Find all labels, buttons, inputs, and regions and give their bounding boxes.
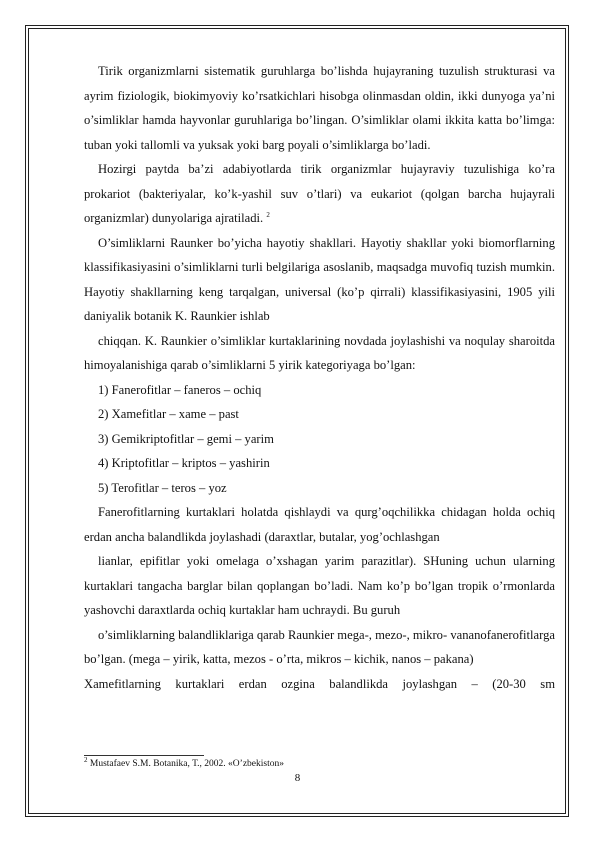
paragraph-4: chiqqan. K. Raunkier o’simliklar kurtaklarining novdada joylashishi va noqulay sharoitda himoyalanishiga qarab o’simliklarni 5 yirik kategoriyaga bo’lgan: — [84, 333, 555, 372]
footnote-ref[interactable]: 2 — [266, 210, 270, 219]
paragraph-5: Fanerofitlarning kurtaklari holatda qishlaydi va qurg’oqchilikka chidagan holda ochiq erdan ancha balandlikda joylashadi (daraxtlar, butalar, yog’ochlashgan — [84, 505, 555, 544]
footnote — [84, 755, 544, 769]
category-item: 1) Fanerofitlar – faneros – ochiq — [98, 382, 262, 397]
category-item: 3) Gemikriptofitlar – gemi – yarim — [98, 431, 274, 446]
page-number: 8 — [294, 772, 301, 784]
footnote-number: 2 — [84, 755, 88, 764]
paragraph-7: o’simliklarning balandliklariga qarab Raunkier mega-, mezo-, mikro- vananofanerofitlarga bo’lgan. (mega – yirik, katta, mezos - o’rta, mikros – kichik, nanos – pakana) — [84, 627, 555, 666]
paragraph-1: Tirik organizmlarni sistematik guruhlarga bo’lishda hujayraning tuzulish strukturasi va ayrim fiziologik, biokimyoviy ko’rsatkichlari hisobga olinmasdan oldin, ikki dunyoga ya’ni o’simliklar hamda hayvonlar guruhlariga bo’lingan. O’simliklar olami ikkita katta bo’limga: tuban yoki tallomli va yuksak yoki barg poyali o’simliklarga bo’ladi. — [84, 64, 555, 152]
paragraph-2 — [84, 157, 555, 231]
paragraph-2-text: Hozirgi paytda ba’zi adabiyotlarda tirik organizmlar hujayraviy tuzulishiga ko’ra prokariot (bakteriyalar, ko’k-yashil suv o’tlari) va eukariot (qolgan barcha hujayrali organizmlar) dunyolariga ajratiladi. — [84, 162, 555, 225]
body-text — [84, 59, 555, 696]
category-list — [84, 378, 555, 501]
paragraph-6: lianlar, epifitlar yoki omelaga o’xshagan yarim parazitlar). SHuning uchun ularning kurtaklari tangacha barglar bilan qoplangan bo’ladi. Nam ko’p bo’lgan tropik o’rmonlarda yashovchi daraxtlarda ochiq kurtaklar ham uchraydi. Bu guruh — [84, 554, 555, 617]
paragraph-3: O’simliklarni Raunker bo’yicha hayotiy shakllari. Hayotiy shakllar yoki biomorflarning klassifikasiyasini o’simliklarni turli belgilariga asoslanib, maqsadga muvofiq tuzish mumkin. Hayotiy shakllarning keng tarqalgan, universal (ko’p qirrali) klassifikasiyasini, 1905 yili daniyalik botanik K. Raunkier ishlab — [84, 235, 555, 323]
paragraph-8: Xamefitlarning kurtaklari erdan ozgina balandlikda joylashgan – (20-30 sm — [84, 676, 555, 691]
footnote-divider — [84, 755, 204, 756]
category-item: 4) Kriptofitlar – kriptos – yashirin — [98, 456, 270, 470]
category-item: 2) Xamefitlar – xame – past — [98, 407, 239, 421]
category-item: 5) Terofitlar – teros – yoz — [98, 480, 227, 495]
footnote-text: Mustafaev S.M. Botanika, T., 2002. «O’zbekiston» — [89, 759, 284, 769]
